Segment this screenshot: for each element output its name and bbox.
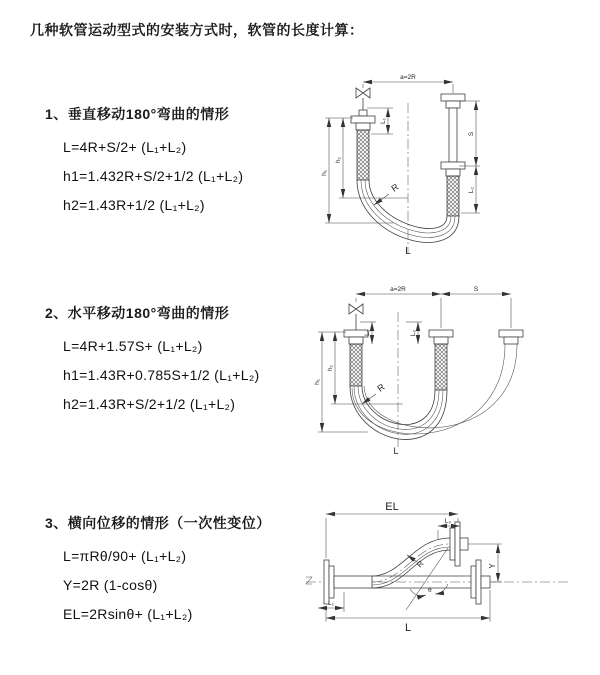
diagram-horizontal-180-bend bbox=[308, 282, 593, 457]
dim-label-h1: h₁ bbox=[314, 379, 321, 385]
braided-hose-left bbox=[357, 130, 369, 180]
hose-s-curve bbox=[372, 538, 450, 588]
section-horizontal-movement bbox=[45, 303, 315, 419]
formula-y: Y=2R (1-cosθ) bbox=[63, 577, 158, 593]
braided-hose-right bbox=[447, 176, 459, 216]
valve-icon bbox=[349, 304, 363, 330]
centerline-mark bbox=[306, 577, 312, 584]
radius-label: R bbox=[389, 181, 401, 194]
right-flange-lower bbox=[441, 162, 465, 176]
dim-label-a2r: a=2R bbox=[400, 74, 416, 81]
diagram-3-drawing bbox=[298, 492, 595, 657]
dim-label-h2: h₂ bbox=[335, 156, 342, 164]
formula-h1: h1=1.43R+0.785S+1/2 (L₁+L₂) bbox=[63, 367, 260, 383]
dim-label-s: S bbox=[473, 286, 479, 293]
right-pipe bbox=[449, 108, 457, 162]
braided-hose-middle bbox=[435, 344, 447, 390]
left-flange bbox=[351, 110, 375, 130]
dim-label-l2: L₂ bbox=[410, 329, 417, 337]
angle-label-theta: θ bbox=[428, 587, 432, 594]
radius-label: R bbox=[415, 558, 426, 570]
hose-loop bbox=[350, 386, 447, 440]
formula-h2: h2=1.43R+S/2+1/2 (L₁+L₂) bbox=[63, 396, 236, 412]
right-flange-moved-position bbox=[499, 330, 523, 344]
dim-label-l2: L₂ bbox=[468, 186, 475, 194]
formula-length: L=4R+S/2+ (L₁+L₂) bbox=[63, 139, 187, 155]
formula-h2: h2=1.43R+1/2 (L₁+L₂) bbox=[63, 197, 205, 213]
dim-label-l1: L₁ bbox=[364, 330, 371, 336]
section-vertical-movement bbox=[45, 104, 315, 220]
left-flange bbox=[324, 560, 334, 604]
diagram-2-drawing bbox=[308, 282, 593, 457]
dim-label-y: Y bbox=[488, 563, 497, 569]
angle-arrow bbox=[435, 584, 448, 594]
diagram-vertical-180-bend bbox=[313, 68, 585, 260]
radius-label: R bbox=[375, 381, 387, 394]
dim-label-el: EL bbox=[385, 501, 399, 513]
length-label: L bbox=[393, 446, 399, 456]
dim-label-h1: h₁ bbox=[321, 170, 328, 176]
page-title: 几种软管运动型式的安装方式时，软管的长度计算： bbox=[30, 22, 364, 38]
left-pipe bbox=[334, 576, 372, 588]
formula-h1: h1=1.432R+S/2+1/2 (L₁+L₂) bbox=[63, 168, 244, 184]
radius-leader bbox=[374, 194, 389, 205]
dim-label-l2: L₂ bbox=[444, 518, 452, 525]
braided-hose-left bbox=[350, 344, 362, 386]
dim-label-s: S bbox=[468, 131, 475, 137]
dim-label-l1: L₁ bbox=[328, 600, 334, 607]
length-label: L bbox=[405, 246, 411, 257]
section-2-heading: 2、水平移动180°弯曲的情形 bbox=[45, 305, 230, 321]
section-1-heading: 1、垂直移动180°弯曲的情形 bbox=[45, 106, 230, 122]
formula-length: L=4R+1.57S+ (L₁+L₂) bbox=[63, 338, 203, 354]
formula-length: L=πRθ/90+ (L₁+L₂) bbox=[63, 548, 187, 564]
section-lateral-displacement bbox=[45, 513, 335, 629]
dim-label-h2: h₂ bbox=[327, 364, 334, 372]
dim-label-l1: L₁ bbox=[380, 118, 387, 124]
section-3-heading: 3、横向位移的情形（一次性变位） bbox=[45, 515, 271, 531]
dim-label-a2r: a=2R bbox=[390, 286, 406, 293]
diagram-lateral-displacement bbox=[298, 492, 595, 657]
diagram-1-drawing bbox=[313, 68, 585, 260]
middle-flange bbox=[429, 330, 453, 344]
length-label: L bbox=[404, 622, 412, 634]
formula-el: EL=2Rsinθ+ (L₁+L₂) bbox=[63, 606, 193, 622]
valve-icon bbox=[356, 88, 370, 110]
upper-flange-displaced bbox=[450, 522, 468, 566]
angle-construction-line bbox=[406, 548, 448, 610]
